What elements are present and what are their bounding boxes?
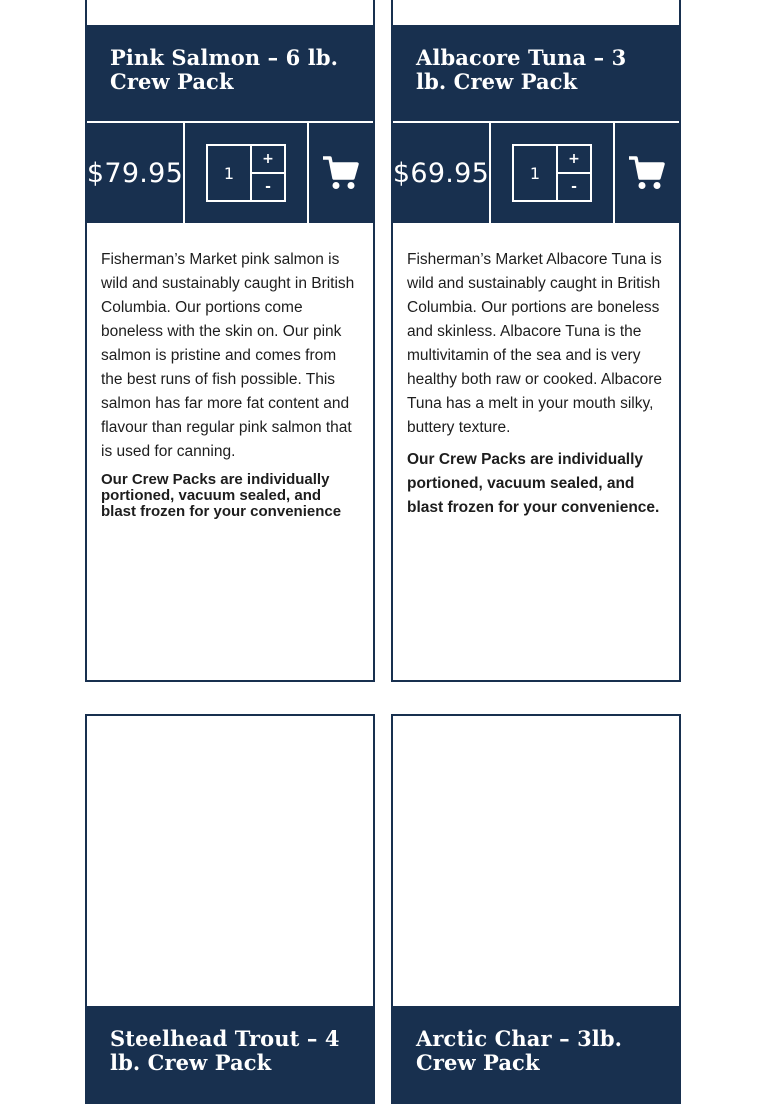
product-title-bar — [393, 25, 679, 121]
quantity-input[interactable]: 1 — [514, 146, 558, 200]
quantity-increase-button[interactable]: + — [558, 146, 590, 174]
cart-icon — [628, 156, 666, 190]
quantity-decrease-button[interactable]: - — [265, 179, 271, 195]
product-description — [393, 223, 679, 520]
product-title[interactable]: Pink Salmon – 6 lb. Crew Pack — [110, 45, 339, 94]
product-title-bar — [393, 1006, 679, 1104]
quantity-buttons — [558, 146, 590, 200]
product-title[interactable]: Arctic Char – 3lb. Crew Pack — [416, 1026, 623, 1075]
product-image[interactable] — [393, 0, 679, 25]
product-title[interactable]: Albacore Tuna – 3 lb. Crew Pack — [416, 45, 627, 94]
quantity-increase-button[interactable]: + — [252, 146, 284, 174]
description-text: Fisherman’s Market pink salmon is wild and sustainably caught in British Columbia. Our portions come boneless with the skin on. Our pink salmon is pristine and comes from the best runs of fish possible. This salmon has far more fat content and flavour than regular pink salmon that is used for canning. — [101, 251, 355, 460]
buy-row — [393, 121, 679, 223]
quantity-buttons — [252, 146, 284, 200]
quantity-decrease-button[interactable]: - — [571, 179, 577, 195]
product-price: $69.95 — [393, 123, 491, 223]
quantity-cell — [185, 123, 309, 223]
add-to-cart-button[interactable] — [309, 123, 373, 223]
quantity-stepper — [206, 144, 286, 202]
product-title-bar — [87, 25, 373, 121]
product-card-pink-salmon — [85, 0, 375, 682]
product-card-arctic-char — [391, 714, 681, 1104]
product-description — [87, 223, 373, 520]
product-price: $79.95 — [87, 123, 185, 223]
cart-icon — [322, 156, 360, 190]
product-title-bar — [87, 1006, 373, 1104]
crew-pack-note: Our Crew Packs are individually portioned, vacuum sealed, and blast frozen for your convenience. — [407, 451, 660, 516]
add-to-cart-button[interactable] — [615, 123, 679, 223]
product-image[interactable] — [87, 0, 373, 25]
quantity-input[interactable]: 1 — [208, 146, 252, 200]
buy-row — [87, 121, 373, 223]
quantity-cell — [491, 123, 615, 223]
description-text: Fisherman’s Market Albacore Tuna is wild and sustainably caught in British Columbia. Our portions are boneless and skinless. Albacore Tuna is the multivitamin of the sea and is very healthy both raw or cooked. Albacore Tuna has a melt in your mouth silky, buttery texture. — [407, 251, 663, 436]
quantity-stepper — [512, 144, 592, 202]
product-card-albacore-tuna — [391, 0, 681, 682]
product-title[interactable]: Steelhead Trout – 4 lb. Crew Pack — [110, 1026, 340, 1075]
product-card-steelhead-trout — [85, 714, 375, 1104]
product-image[interactable] — [393, 716, 679, 1006]
crew-pack-note: Our Crew Packs are individually portioned, vacuum sealed, and blast frozen for your convenience — [101, 471, 342, 520]
product-image[interactable] — [87, 716, 373, 1006]
